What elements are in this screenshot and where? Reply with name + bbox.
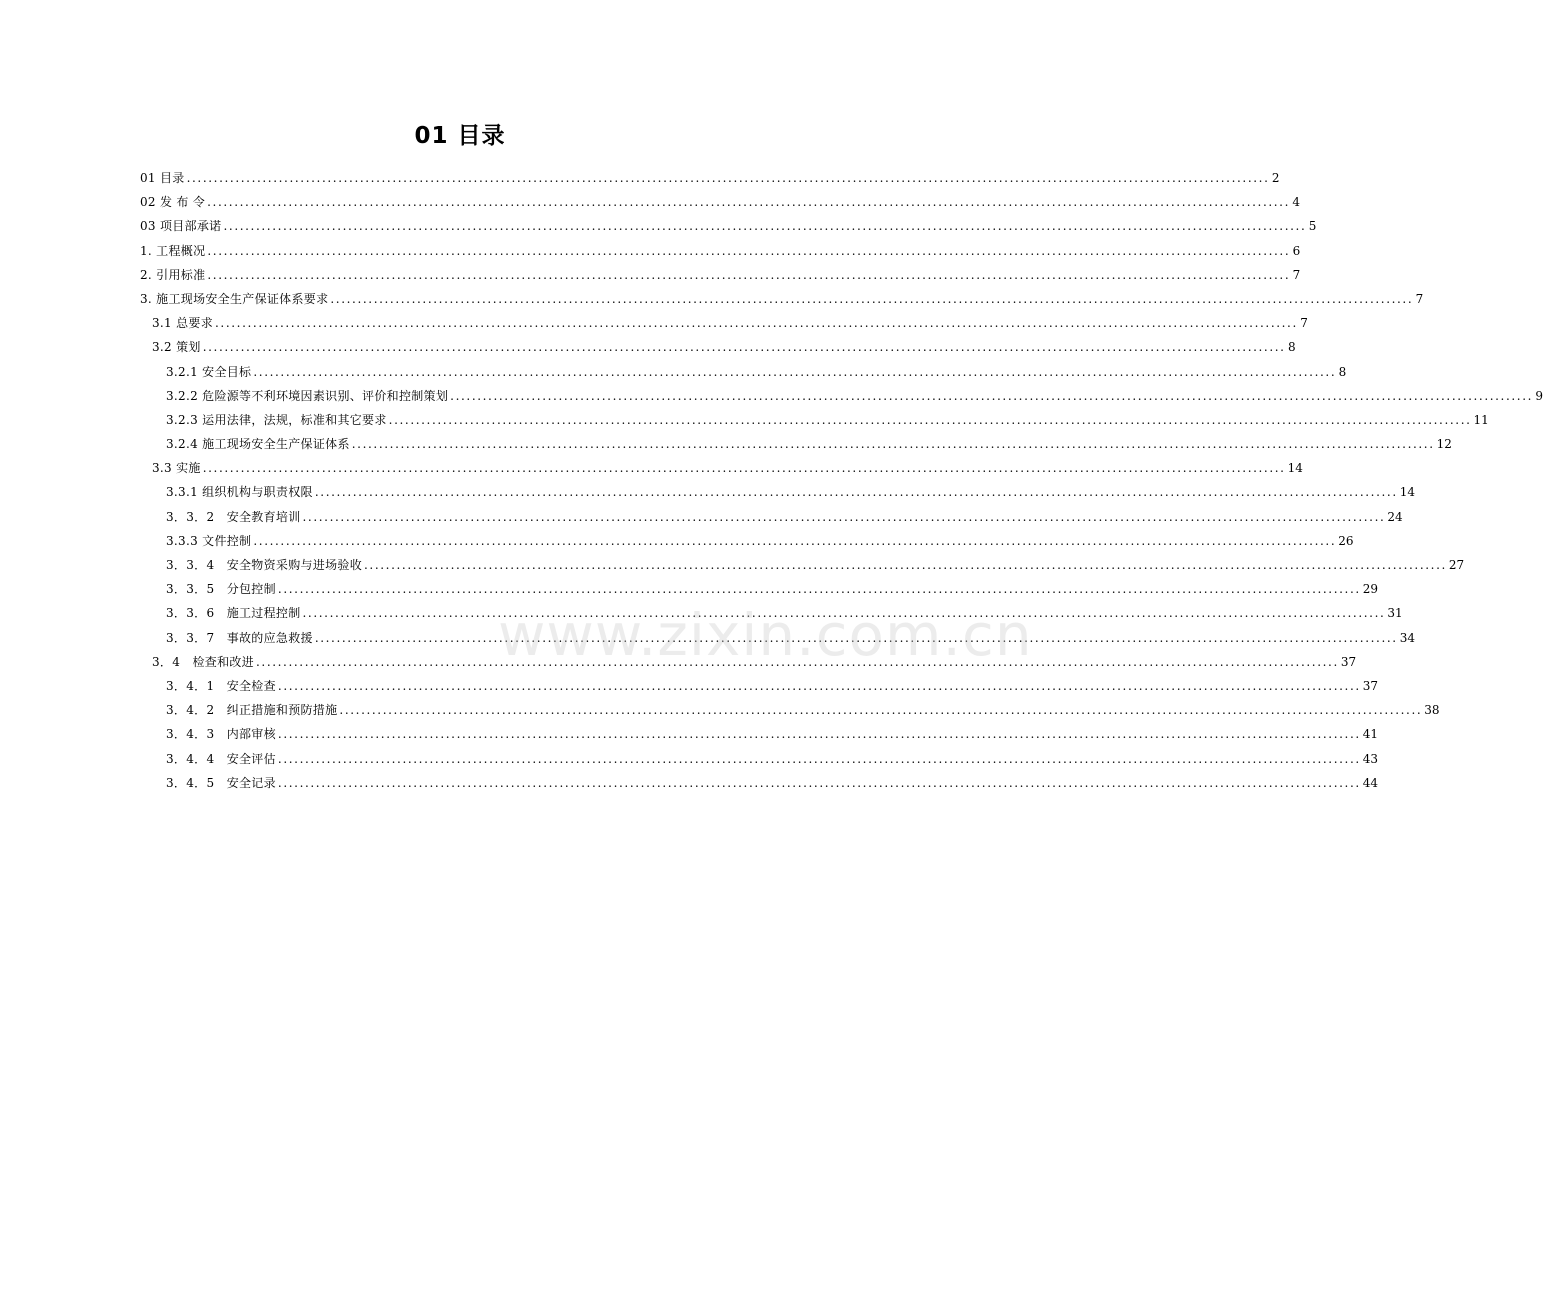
toc-entry-page-number: 12 bbox=[1436, 437, 1452, 452]
toc-dot-leader bbox=[278, 674, 1361, 698]
toc-entry-label: 01 目录 bbox=[140, 171, 185, 185]
toc-entry[interactable] bbox=[140, 214, 1317, 238]
toc-entry-page-number: 6 bbox=[1292, 243, 1301, 258]
toc-entry-label: 3．4．1 安全检查 bbox=[166, 678, 276, 693]
toc-entry-label: 2. 引用标准 bbox=[140, 267, 206, 282]
toc-entry[interactable] bbox=[140, 601, 1403, 625]
watermark: www.zixin.com.cn bbox=[498, 601, 1033, 669]
toc-entry-label: 3．4．4 安全评估 bbox=[166, 751, 276, 766]
toc-entry-label: 03 项目部承诺 bbox=[140, 219, 222, 234]
toc-entry-page-number: 14 bbox=[1287, 461, 1303, 476]
toc-dot-leader bbox=[278, 722, 1361, 746]
toc-dot-leader bbox=[187, 166, 1270, 190]
toc-entry-page-number: 2 bbox=[1271, 171, 1280, 185]
toc-entry[interactable] bbox=[140, 529, 1354, 553]
toc-dot-leader bbox=[207, 190, 1290, 214]
toc-entry[interactable] bbox=[140, 771, 1379, 795]
toc-dot-leader bbox=[203, 335, 1286, 359]
toc-dot-leader bbox=[450, 384, 1533, 408]
toc-entry-label: 3. 施工现场安全生产保证体系要求 bbox=[140, 291, 329, 306]
toc-entry[interactable] bbox=[140, 650, 1357, 674]
toc-entry[interactable] bbox=[140, 384, 1543, 408]
toc-entry-label: 3.3.1 组织机构与职责权限 bbox=[166, 485, 313, 500]
toc-entry-page-number: 37 bbox=[1340, 654, 1357, 669]
toc-entry-page-number: 9 bbox=[1535, 388, 1543, 403]
toc-entry[interactable] bbox=[140, 480, 1416, 504]
toc-entry-page-number: 38 bbox=[1424, 703, 1440, 718]
toc-entry-page-number: 37 bbox=[1362, 678, 1379, 693]
toc-entry-label: 3．3．2 安全教育培训 bbox=[166, 509, 301, 524]
toc-dot-leader bbox=[207, 263, 1290, 287]
toc-entry-page-number: 7 bbox=[1300, 316, 1308, 331]
toc-dot-leader bbox=[215, 311, 1298, 335]
toc-entry[interactable] bbox=[140, 263, 1301, 287]
toc-entry-label: 3．3．6 施工过程控制 bbox=[166, 606, 301, 621]
toc-entry[interactable] bbox=[140, 166, 1280, 190]
toc-entry-label: 3．4．2 纠正措施和预防措施 bbox=[166, 703, 338, 718]
toc-entry[interactable] bbox=[140, 626, 1415, 650]
toc-entry[interactable] bbox=[140, 505, 1403, 529]
toc-entry-label: 3.2.3 运用法律，法规，标准和其它要求 bbox=[166, 412, 387, 427]
toc-dot-leader bbox=[315, 480, 1398, 504]
toc-entry-page-number: 7 bbox=[1415, 291, 1424, 306]
toc-entry-label: 3．3．7 事故的应急救援 bbox=[166, 630, 313, 645]
toc-entry-label: 02 发 布 令 bbox=[140, 195, 206, 210]
toc-entry-label: 3.2.1 安全目标 bbox=[166, 364, 252, 379]
toc-entry-page-number: 26 bbox=[1338, 533, 1354, 548]
toc-entry-label: 3.2 策划 bbox=[152, 340, 201, 355]
toc-dot-leader bbox=[364, 553, 1447, 577]
toc-entry-page-number: 5 bbox=[1308, 219, 1317, 234]
toc-entry[interactable] bbox=[140, 747, 1379, 771]
toc-entry-page-number: 27 bbox=[1448, 558, 1465, 572]
toc-entry[interactable] bbox=[140, 553, 1465, 577]
toc-entry-page-number: 7 bbox=[1292, 267, 1301, 282]
toc-dot-leader bbox=[223, 214, 1306, 238]
toc-entry-label: 3.2.2 危险源等不利环境因素识别、评价和控制策划 bbox=[166, 388, 449, 403]
toc-entry-page-number: 34 bbox=[1399, 630, 1415, 645]
toc-entry-label: 3．4．3 内部审核 bbox=[166, 727, 276, 742]
toc-dot-leader bbox=[278, 577, 1361, 601]
toc-dot-leader bbox=[278, 771, 1361, 795]
toc-dot-leader bbox=[203, 456, 1286, 480]
toc-entry-label: 3.3.3 文件控制 bbox=[166, 533, 252, 548]
table-of-contents bbox=[140, 166, 1543, 795]
toc-entry[interactable] bbox=[140, 698, 1440, 722]
toc-dot-leader bbox=[315, 626, 1398, 650]
toc-entry[interactable] bbox=[140, 287, 1424, 311]
toc-dot-leader bbox=[330, 287, 1413, 311]
toc-entry-page-number: 41 bbox=[1362, 727, 1379, 742]
toc-entry[interactable] bbox=[140, 577, 1379, 601]
toc-dot-leader bbox=[352, 432, 1435, 456]
toc-entry-label: 3．3．5 分包控制 bbox=[166, 582, 276, 597]
toc-entry-page-number: 24 bbox=[1387, 509, 1403, 524]
toc-entry-page-number: 29 bbox=[1362, 582, 1379, 597]
toc-entry-page-number: 4 bbox=[1292, 195, 1301, 210]
page-title: 01 目录 bbox=[414, 123, 506, 149]
toc-entry-label: 1. 工程概况 bbox=[140, 243, 206, 258]
toc-entry[interactable] bbox=[140, 432, 1452, 456]
toc-entry-label: 3．4．5 安全记录 bbox=[166, 775, 276, 790]
toc-entry-page-number: 8 bbox=[1338, 364, 1347, 379]
toc-entry[interactable] bbox=[140, 335, 1296, 359]
toc-dot-leader bbox=[253, 360, 1336, 384]
toc-entry-label: 3．3．4 安全物资采购与进场验收 bbox=[166, 558, 363, 572]
toc-entry-page-number: 11 bbox=[1473, 412, 1489, 427]
toc-entry-page-number: 8 bbox=[1287, 340, 1296, 355]
toc-entry[interactable] bbox=[140, 408, 1489, 432]
toc-dot-leader bbox=[253, 529, 1336, 553]
toc-entry-label: 3．4 检查和改进 bbox=[152, 654, 254, 669]
toc-entry-page-number: 14 bbox=[1399, 485, 1416, 500]
toc-dot-leader bbox=[256, 650, 1339, 674]
toc-entry[interactable] bbox=[140, 674, 1379, 698]
toc-entry-label: 3.1 总要求 bbox=[152, 316, 213, 331]
toc-entry[interactable] bbox=[140, 456, 1303, 480]
toc-entry[interactable] bbox=[140, 722, 1379, 746]
toc-entry-page-number: 31 bbox=[1387, 606, 1403, 621]
toc-entry[interactable] bbox=[140, 360, 1347, 384]
toc-entry[interactable] bbox=[140, 190, 1301, 214]
toc-entry-page-number: 43 bbox=[1362, 751, 1379, 766]
toc-entry-page-number: 44 bbox=[1362, 775, 1379, 790]
toc-dot-leader bbox=[207, 239, 1290, 263]
toc-entry[interactable] bbox=[140, 239, 1301, 263]
toc-entry[interactable] bbox=[140, 311, 1308, 335]
toc-entry-label: 3.2.4 施工现场安全生产保证体系 bbox=[166, 437, 350, 452]
toc-dot-leader bbox=[278, 747, 1361, 771]
toc-dot-leader bbox=[303, 505, 1386, 529]
toc-entry-label: 3.3 实施 bbox=[152, 461, 201, 476]
toc-dot-leader bbox=[389, 408, 1472, 432]
toc-dot-leader bbox=[339, 698, 1422, 722]
toc-dot-leader bbox=[303, 601, 1386, 625]
